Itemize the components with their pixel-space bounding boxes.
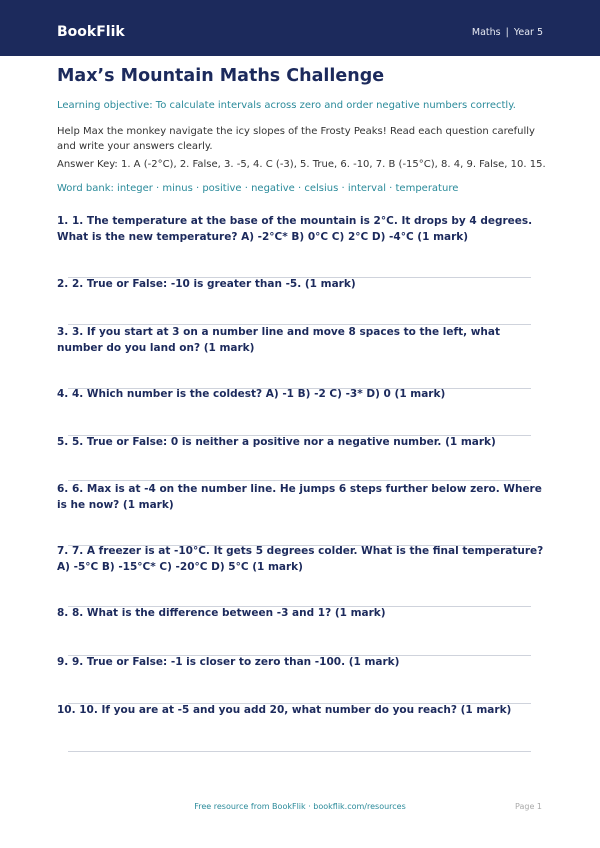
- answer-line-10[interactable]: [68, 751, 531, 752]
- meta-separator: |: [505, 27, 509, 38]
- question-4: 4. 4. Which number is the coldest? A) -1 B) -2 C) -3* D) 0 (1 mark): [57, 388, 446, 400]
- year-label: Year 5: [513, 27, 543, 38]
- question-3: 3. 3. If you start at 3 on a number line and move 8 spaces to the left, what number do you land on? (1 mark): [57, 326, 501, 354]
- answer-key: Answer Key: 1. A (-2°C), 2. False, 3. -5, 4. C (-3), 5. True, 6. -10, 7. B (-15°C), 8. 4, 9. False, 10. 15.: [57, 159, 546, 170]
- footer-link[interactable]: Free resource from BookFlik · bookflik.com/resources: [194, 802, 406, 811]
- question-9: 9. 9. True or False: -1 is closer to zero than -100. (1 mark): [57, 656, 400, 668]
- header-meta: [472, 27, 543, 38]
- answer-line-5[interactable]: [68, 480, 531, 481]
- word-bank: Word bank: integer · minus · positive · negative · celsius · interval · temperature: [57, 183, 459, 194]
- question-7: 7. 7. A freezer is at -10°C. It gets 5 degrees colder. What is the final temperature? A) -5°C B) -15°C* C) -20°C D) 5°C (1 mark): [57, 545, 544, 573]
- page-number: Page 1: [515, 802, 542, 811]
- question-5: 5. 5. True or False: 0 is neither a positive nor a negative number. (1 mark): [57, 436, 496, 448]
- header-bar: [0, 0, 600, 56]
- brand-logo[interactable]: BookFlik: [57, 24, 125, 40]
- question-10: 10. 10. If you are at -5 and you add 20, what number do you reach? (1 mark): [57, 704, 512, 716]
- question-8: 8. 8. What is the difference between -3 and 1? (1 mark): [57, 607, 386, 619]
- page-title: Max’s Mountain Maths Challenge: [57, 66, 385, 86]
- question-6: 6. 6. Max is at -4 on the number line. He jumps 6 steps further below zero. Where is he now? (1 mark): [57, 483, 542, 511]
- question-1: 1. 1. The temperature at the base of the mountain is 2°C. It drops by 4 degrees. What is the new temperature? A) -2°C* B) 0°C C) 2°C D) -4°C (1 mark): [57, 215, 533, 243]
- subject-label: Maths: [471, 27, 501, 38]
- question-2: 2. 2. True or False: -10 is greater than -5. (1 mark): [57, 278, 356, 290]
- learning-objective: Learning objective: To calculate intervals across zero and order negative numbers correctly.: [57, 100, 516, 111]
- intro-text: Help Max the monkey navigate the icy slopes of the Frosty Peaks! Read each question carefully and write your answers clearly.: [57, 126, 535, 152]
